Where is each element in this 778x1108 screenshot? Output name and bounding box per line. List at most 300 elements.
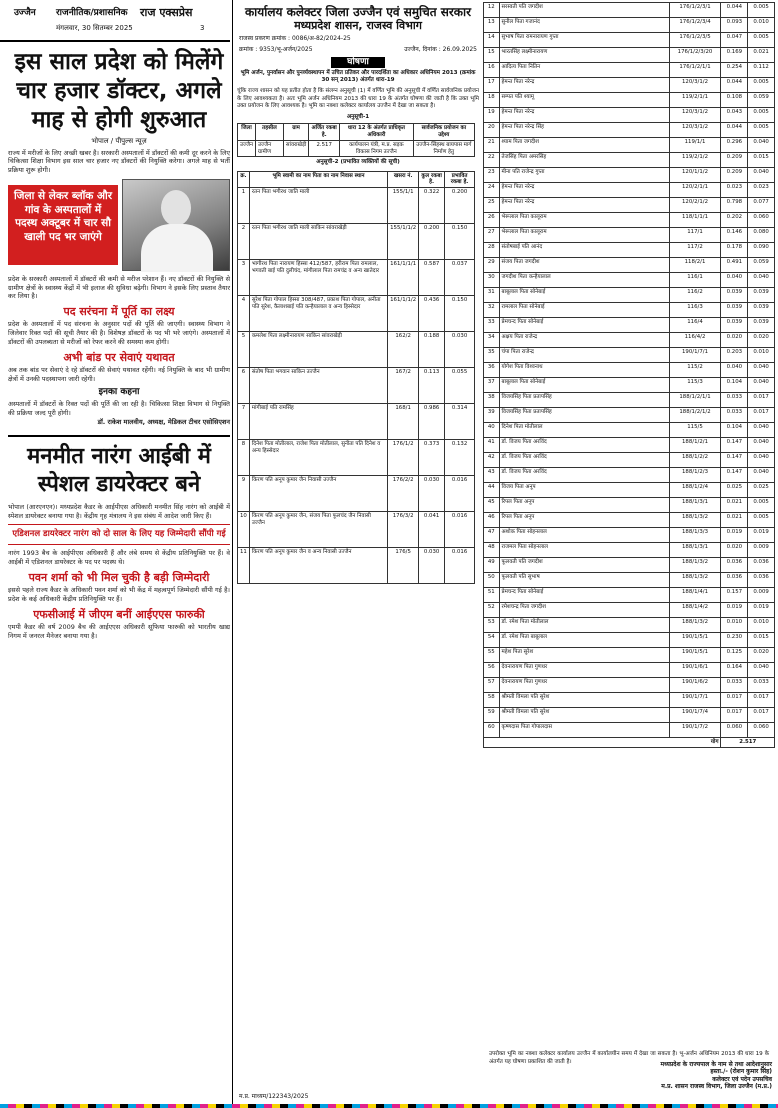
schedule-2-cell-4: 0.005 <box>748 123 775 138</box>
schedule-2-cell-3: 0.030 <box>419 476 445 512</box>
schedule-2-cell-4: 0.150 <box>445 224 475 260</box>
schedule-2-cell-0: 4 <box>238 296 250 332</box>
schedule-2-cell-3: 0.033 <box>721 393 748 408</box>
schedule-2-cell-0: 17 <box>484 78 500 93</box>
schedule-2-cell-2: 188/1/4/2 <box>669 603 721 618</box>
schedule-2-cell-0: 40 <box>484 423 500 438</box>
schedule-2-cell-2: 117/2 <box>669 243 721 258</box>
schedule-2-cell-1: विजयसिंह पिता प्रतापसिंह <box>499 408 669 423</box>
schedule-2-cell-4: 0.314 <box>445 404 475 440</box>
schedule-2-cell-1: सुभाष पिता रामनारायण गुप्ता <box>499 33 669 48</box>
doctor-photo <box>122 179 230 271</box>
schedule-2-cell-4: 0.021 <box>748 48 775 63</box>
schedule-2-cell-1: चंपा पिता राजेन्द्र <box>499 348 669 363</box>
schedule-2-cell-1: दिनेश पिता मोतीलाल, राजेश पिता मोतीलाल, सुनीता पति दिनेश व अन्य हिस्सेदार <box>249 440 387 476</box>
schedule-2-cell-1: हेमन्त पिता नरेन्द्र <box>499 198 669 213</box>
notice-subtitle: मध्यप्रदेश शासन, राजस्व विभाग <box>294 19 422 33</box>
schedule-2-cell-1: हेमन्त पिता नरेन्द्र <box>499 108 669 123</box>
schedule-2-cell-0: 49 <box>484 558 500 573</box>
schedule-2-cell-1: मीना पति राजेन्द्र गुप्ता <box>499 168 669 183</box>
schedule-2-cell-3: 0.033 <box>721 408 748 423</box>
schedule-2-cell-1: श्याम पिता जगदीश <box>499 138 669 153</box>
table-row <box>484 78 775 93</box>
schedule-2-cell-0: 60 <box>484 723 500 738</box>
schedule-2-cell-2: 116/4/2 <box>669 333 721 348</box>
table-row <box>484 333 775 348</box>
schedule-2-cell-3: 0.164 <box>721 663 748 678</box>
schedule-2-cell-3: 0.039 <box>721 318 748 333</box>
schedule-2-cell-3: 0.178 <box>721 243 748 258</box>
schedule-2-cell-2: 188/1/2/4 <box>669 483 721 498</box>
schedule-2-cell-1: डॉ. विजय पिता अरविंद <box>499 468 669 483</box>
schedule-2-cell-4: 0.036 <box>748 558 775 573</box>
schedule-2-cell-3: 0.587 <box>419 260 445 296</box>
schedule-2-cell-3: 0.017 <box>721 693 748 708</box>
notice-ghoshna: घोषणा <box>331 57 385 68</box>
schedule-2-cell-4: 0.040 <box>748 138 775 153</box>
lead-small-heading: इनका कहना <box>98 387 140 398</box>
lead-byline: भोपाल / पीपुल्स न्यूज़ <box>91 137 147 146</box>
lead-redbox: जिला से लेकर ब्लॉक और गांव के अस्पतालों में पदस्थ अक्टूबर में चार सौ खाली पद भर जाएंगे <box>8 185 118 265</box>
schedule-2-cell-0: 33 <box>484 318 500 333</box>
masthead-city: उज्जैन <box>14 8 36 18</box>
schedule-2-cell-4: 0.017 <box>748 408 775 423</box>
schedule-2-cell-3: 0.023 <box>721 183 748 198</box>
schedule-1-cell-5: उज्जैन-सिंहस्थ बायपास मार्ग निर्माण हेतु <box>413 140 474 157</box>
schedule-2-cell-3: 0.040 <box>721 273 748 288</box>
schedule-2-cell-4: 0.017 <box>748 393 775 408</box>
schedule-2-cell-0: 54 <box>484 633 500 648</box>
table-row <box>484 228 775 243</box>
total-value: 2.517 <box>721 738 775 748</box>
schedule-2-cell-3: 0.025 <box>721 483 748 498</box>
schedule-2-cell-2: 120/3/1/2 <box>669 78 721 93</box>
schedule-2-cell-3: 0.169 <box>721 48 748 63</box>
schedule-2-cell-0: 28 <box>484 243 500 258</box>
schedule-2-cell-4: 0.150 <box>445 296 475 332</box>
schedule-2-cell-2: 115/5 <box>669 423 721 438</box>
schedule-2-cell-0: 6 <box>238 368 250 404</box>
lead-subhead-1: पद सरंचना में पूर्ति का लक्ष्य <box>63 305 175 319</box>
schedule-2-cell-0: 44 <box>484 483 500 498</box>
notice-signature: मध्यप्रदेश के राज्यपाल के नाम से तथा आदेशानुसार हस्ता./- (रोशन कुमार सिंह) कलेक्टर एवं पदेन उपसचिव म.प्र. शासन राजस्व विभाग, जिला उज्जैन (म.प्र.) <box>660 1061 772 1090</box>
schedule-2-cell-0: 31 <box>484 288 500 303</box>
schedule-2-cell-4: 0.016 <box>445 512 475 548</box>
schedule-2-cell-0: 46 <box>484 513 500 528</box>
table-row <box>484 633 775 648</box>
schedule-2-cell-3: 0.044 <box>721 3 748 18</box>
schedule-2-cell-4: 0.016 <box>445 548 475 584</box>
schedule-2-cell-4: 0.055 <box>445 368 475 404</box>
schedule-2-cell-4: 0.040 <box>748 363 775 378</box>
schedule-2-cell-0: 50 <box>484 573 500 588</box>
schedule-2-cell-3: 0.044 <box>721 123 748 138</box>
schedule-2-cell-3: 0.296 <box>721 138 748 153</box>
table-row <box>484 183 775 198</box>
schedule-2-header-4: प्रभावित रकबा हे. <box>445 171 475 188</box>
color-registration-bar <box>0 1104 778 1108</box>
second-headline: मनमीत नारंग आईबी में स्पेशल डायरेक्टर बने <box>8 435 230 499</box>
schedule-2-cell-2: 120/1/1/2 <box>669 168 721 183</box>
schedule-2-cell-3: 0.147 <box>721 468 748 483</box>
schedule-2-cell-2: 155/1/1/2 <box>388 224 419 260</box>
schedule-2-cell-0: 48 <box>484 543 500 558</box>
masthead-page: 3 <box>200 24 205 32</box>
schedule-2-cell-1: राजमल पिता सोहनलाल <box>499 543 669 558</box>
table-row <box>484 678 775 693</box>
schedule-2-cell-0: 14 <box>484 33 500 48</box>
schedule-2-cell-4: 0.005 <box>748 108 775 123</box>
schedule-2-cell-1: भारतसिंह लक्ष्मीनारायण <box>499 48 669 63</box>
schedule-2-cell-2: 176/5 <box>388 548 419 584</box>
schedule-2-cell-2: 176/1/2/3/20 <box>669 48 721 63</box>
table-row <box>484 603 775 618</box>
table-row <box>484 18 775 33</box>
schedule-2-cell-2: 188/1/3/2 <box>669 618 721 633</box>
schedule-2-cell-2: 190/1/5/1 <box>669 633 721 648</box>
schedule-2-cell-4: 0.016 <box>445 476 475 512</box>
schedule-1-header-0: जिला <box>238 124 256 141</box>
schedule-2-cell-3: 0.010 <box>721 618 748 633</box>
table-row <box>484 198 775 213</box>
schedule-2-cell-3: 0.986 <box>419 404 445 440</box>
schedule-2-cell-4: 0.010 <box>748 348 775 363</box>
schedule-1-table <box>237 123 475 157</box>
table-row <box>484 33 775 48</box>
schedule-2-cell-4: 0.037 <box>445 260 475 296</box>
land-notice <box>232 0 778 1108</box>
table-row <box>484 378 775 393</box>
schedule-2-cell-3: 0.021 <box>721 513 748 528</box>
schedule-2-cell-0: 23 <box>484 168 500 183</box>
schedule-2-cell-2: 190/1/7/4 <box>669 708 721 723</box>
schedule-2-cell-2: 118/2/1 <box>669 258 721 273</box>
schedule-2-cell-3: 0.436 <box>419 296 445 332</box>
schedule-2-cell-3: 0.019 <box>721 528 748 543</box>
schedule-2-title: अनुसूची-2 (प्रभावित व्यक्तियों की सूची) <box>316 159 400 166</box>
schedule-2-cell-1: अशोक पिता सोहनलाल <box>499 528 669 543</box>
schedule-2-cell-1: फूलवती पति जगदीश <box>499 558 669 573</box>
schedule-2-cell-2: 176/1/2/3/1 <box>669 3 721 18</box>
schedule-2-cell-3: 0.254 <box>721 63 748 78</box>
table-row <box>484 258 775 273</box>
table-row <box>484 423 775 438</box>
total-label: योग <box>484 738 721 748</box>
second-para-3: इससे पहले राज्य कैडर के अधिकारी पवन शर्मा को भी केंद्र में महत्वपूर्ण जिम्मेदारी सौंपी गई है। प्रदेश के कई अधिकारी केंद्रीय प्रतिनियुक्ति पर हैं। <box>8 586 230 603</box>
schedule-2-cell-3: 0.036 <box>721 558 748 573</box>
second-subhead: पवन शर्मा को भी मिल चुकी है बड़ी जिम्मेदारी <box>28 570 210 584</box>
schedule-2-cell-1: किरण पति अनूप कुमार जैन निवासी उज्जैन <box>249 476 387 512</box>
schedule-2-cell-3: 0.491 <box>721 258 748 273</box>
schedule-2-cell-2: 188/1/3/2 <box>669 558 721 573</box>
schedule-2-cell-1: हेमन्त पिता नरेन्द्र सिंह <box>499 123 669 138</box>
schedule-2-cell-0: 35 <box>484 348 500 363</box>
schedule-2-cell-0: 20 <box>484 123 500 138</box>
table-row <box>484 663 775 678</box>
schedule-2-cell-2: 176/2/2 <box>388 476 419 512</box>
schedule-2-cell-3: 0.104 <box>721 423 748 438</box>
schedule-2-cell-0: 5 <box>238 332 250 368</box>
schedule-2-cell-1: रमेशचन्द्र पिता जगदीश <box>499 603 669 618</box>
schedule-2-cell-0: 26 <box>484 213 500 228</box>
schedule-2-cell-3: 0.202 <box>721 213 748 228</box>
schedule-2-cell-0: 16 <box>484 63 500 78</box>
schedule-2-cell-1: कृष्णदास पिता गोपालदास <box>499 723 669 738</box>
schedule-2-cell-4: 0.040 <box>748 423 775 438</box>
schedule-2-cell-3: 0.373 <box>419 440 445 476</box>
schedule-2-cell-1: प्रेमचन्द पिता सोनेबाई <box>499 318 669 333</box>
lead-photo-row <box>8 179 230 271</box>
schedule-2-cell-4: 0.023 <box>748 183 775 198</box>
schedule-2-cell-3: 0.113 <box>419 368 445 404</box>
schedule-2-cell-4: 0.005 <box>748 498 775 513</box>
schedule-2-cell-0: 13 <box>484 18 500 33</box>
schedule-2-cell-4: 0.025 <box>748 483 775 498</box>
schedule-2-cell-2: 176/1/2/3/4 <box>669 18 721 33</box>
schedule-2-cell-1: बाबूलाल पिता सोनेबाई <box>499 288 669 303</box>
schedule-2-cell-4: 0.132 <box>445 440 475 476</box>
schedule-2-cell-0: 30 <box>484 273 500 288</box>
table-row <box>238 404 475 440</box>
schedule-2-cell-0: 24 <box>484 183 500 198</box>
notice-date: उज्जैन, दिनांक : 26.09.2025 <box>404 45 477 53</box>
table-row <box>238 332 475 368</box>
schedule-2-cell-1: भेरूलाल पिता कालूराम <box>499 213 669 228</box>
schedule-2-cell-4: 0.020 <box>748 333 775 348</box>
schedule-2-cell-3: 0.093 <box>721 18 748 33</box>
schedule-2-cell-3: 0.230 <box>721 633 748 648</box>
schedule-2-cell-0: 27 <box>484 228 500 243</box>
table-row <box>484 408 775 423</box>
schedule-2-cell-0: 36 <box>484 363 500 378</box>
schedule-1-header-3: अर्जित रकबा हे. <box>309 124 340 141</box>
table-row <box>484 468 775 483</box>
table-row <box>484 288 775 303</box>
schedule-2-cell-2: 115/2 <box>669 363 721 378</box>
schedule-2-cell-0: 55 <box>484 648 500 663</box>
schedule-2-cell-1: किरण पति अनूप कुमार जैन, संजय पिता फूलचंद जैन निवासी उज्जैन <box>249 512 387 548</box>
table-row <box>484 588 775 603</box>
schedule-2-cell-3: 0.200 <box>419 224 445 260</box>
schedule-2-cell-1: संतोष पिता भगवान साकिन उज्जैन <box>249 368 387 404</box>
table-row <box>484 618 775 633</box>
table-row <box>238 512 475 548</box>
schedule-2-cell-2: 120/3/1/2 <box>669 123 721 138</box>
schedule-2-cell-2: 188/1/2/1/1 <box>669 393 721 408</box>
schedule-2-cell-4: 0.033 <box>748 678 775 693</box>
schedule-1-cell-2: सांवराखेड़ी <box>283 140 308 157</box>
schedule-2-cell-1: डॉ. रमेश पिता मोतीलाल <box>499 618 669 633</box>
schedule-2-cell-0: 10 <box>238 512 250 548</box>
schedule-2-cell-0: 8 <box>238 440 250 476</box>
table-row <box>484 213 775 228</box>
schedule-2-header-2: खसरा नं. <box>388 171 419 188</box>
table-row <box>484 393 775 408</box>
lead-subhead-2: अभी बांड पर सेवाएं यथावत <box>63 350 175 364</box>
schedule-2-cell-3: 0.209 <box>721 168 748 183</box>
schedule-2-cell-4: 0.040 <box>748 663 775 678</box>
schedule-1-header-1: तहसील <box>256 124 284 141</box>
schedule-2-cell-4: 0.200 <box>445 188 475 224</box>
table-row <box>484 273 775 288</box>
lead-para-2: प्रदेश के सरकारी अस्पतालों में डॉक्टरों की कमी से मरीज परेशान हैं। नए डॉक्टरों की नियुक्ति से ग्रामीण क्षेत्रों के स्वास्थ्य केंद्रों में भी इलाज की सुविधा बढ़ेगी। विभाग ने इसके लिए प्रस्ताव तैयार कर लिया है। <box>8 274 230 301</box>
schedule-2-cell-2: 190/1/6/1 <box>669 663 721 678</box>
schedule-2-cell-2: 190/1/7/1 <box>669 348 721 363</box>
schedule-2-cell-2: 190/1/7/1 <box>669 693 721 708</box>
schedule-2-cell-2: 116/4 <box>669 318 721 333</box>
schedule-2-cell-0: 58 <box>484 693 500 708</box>
schedule-2-cell-2: 176/3/2 <box>388 512 419 548</box>
masthead-category: राजनीतिक/प्रशासनिक <box>56 8 128 18</box>
second-quote: एडिशनल डायरेक्टर नारंग को दो साल के लिए यह जिम्मेदारी सौंपी गई <box>12 529 226 540</box>
schedule-2-cell-1: डॉ. विजय पिता अरविंद <box>499 438 669 453</box>
schedule-2-cell-3: 0.147 <box>721 453 748 468</box>
notice-footer: उपरोक्त भूमि का नक्शा कलेक्टर कार्यालय उज्जैन में कार्यालयीन समय में देखा जा सकता है। भू-अर्जन अधिनियम 2013 की धारा 19 के अंतर्गत यह घोषणा प्रकाशित की जाती है। <box>489 1051 769 1065</box>
schedule-2-cell-0: 3 <box>238 260 250 296</box>
schedule-2-cell-1: दिनेश पिता मोतीलाल <box>499 423 669 438</box>
schedule-2-cell-0: 39 <box>484 408 500 423</box>
schedule-2-cell-2: 190/1/6/2 <box>669 678 721 693</box>
left-column <box>8 44 230 640</box>
schedule-2-cell-4: 0.010 <box>748 18 775 33</box>
schedule-2-cell-0: 53 <box>484 618 500 633</box>
schedule-2-cell-3: 0.041 <box>419 512 445 548</box>
table-row <box>484 363 775 378</box>
schedule-2-cell-2: 120/2/1/1 <box>669 183 721 198</box>
schedule-2-cell-1: जगदीश पिता कन्हैयालाल <box>499 273 669 288</box>
schedule-2-cell-0: 41 <box>484 438 500 453</box>
schedule-2-cell-0: 57 <box>484 678 500 693</box>
schedule-2-cell-2: 119/2/1/2 <box>669 153 721 168</box>
schedule-2-cell-1: श्रीमती विमला पति सुरेश <box>499 708 669 723</box>
schedule-2-cell-3: 0.019 <box>721 603 748 618</box>
schedule-2-cell-4: 0.017 <box>748 693 775 708</box>
schedule-2-cell-2: 161/1/1/2 <box>388 296 419 332</box>
schedule-2-cell-2: 188/1/4/1 <box>669 588 721 603</box>
schedule-2-cell-2: 190/1/5/1 <box>669 648 721 663</box>
schedule-2-cell-2: 118/1/1/1 <box>669 213 721 228</box>
schedule-2-cell-2: 120/2/1/2 <box>669 198 721 213</box>
table-row <box>484 498 775 513</box>
schedule-2-cell-0: 52 <box>484 603 500 618</box>
schedule-2-cell-3: 0.020 <box>721 333 748 348</box>
schedule-2-cell-3: 0.021 <box>721 498 748 513</box>
schedule-2-cell-0: 15 <box>484 48 500 63</box>
schedule-2-cell-0: 7 <box>238 404 250 440</box>
schedule-2-cell-2: 167/2 <box>388 368 419 404</box>
schedule-2-cell-3: 0.033 <box>721 678 748 693</box>
schedule-2-cell-0: 32 <box>484 303 500 318</box>
table-row <box>484 63 775 78</box>
schedule-2-cell-1: डॉ. रमेश पिता बाबूलाल <box>499 633 669 648</box>
schedule-2-cell-0: 37 <box>484 378 500 393</box>
schedule-2-cell-4: 0.005 <box>748 33 775 48</box>
schedule-2-cell-4: 0.005 <box>748 78 775 93</box>
schedule-2-cell-4: 0.017 <box>748 708 775 723</box>
schedule-2-cell-4: 0.059 <box>748 258 775 273</box>
schedule-2-cell-3: 0.188 <box>419 332 445 368</box>
schedule-1-cell-1: उज्जैन ग्रामीण <box>256 140 284 157</box>
schedule-2-cell-1: रतन पिता भगीरथ जाति माली <box>249 188 387 224</box>
schedule-2-cell-1: विजयसिंह पिता प्रतापसिंह <box>499 393 669 408</box>
schedule-2-cell-2: 162/2 <box>388 332 419 368</box>
schedule-2-cell-1: संजय पिता जगदीश <box>499 258 669 273</box>
schedule-2-cell-0: 38 <box>484 393 500 408</box>
table-row <box>484 108 775 123</box>
schedule-2-cell-4: 0.090 <box>748 243 775 258</box>
schedule-2-cell-4: 0.009 <box>748 588 775 603</box>
schedule-2-cell-4: 0.077 <box>748 198 775 213</box>
second-para-1: भोपाल (आरएनएन)। मध्यप्रदेश कैडर के आईपीएस अधिकारी मनमीत सिंह नारंग को आईबी में स्पेशल डायरेक्टर बनाया गया है। केंद्रीय गृह मंत्रालय ने इस संबंध में आदेश जारी किए हैं। <box>8 502 230 520</box>
schedule-2-cell-1: भागीरथ पिता नारायण हिस्सा 412/587, हरीराम पिता रामलाल, भगवती बाई पति दुलीचंद, मांगीलाल पिता रामचंद्र व अन्य खातेदार <box>249 260 387 296</box>
schedule-2-cell-4: 0.112 <box>748 63 775 78</box>
schedule-2-cell-3: 0.104 <box>721 378 748 393</box>
table-row <box>484 453 775 468</box>
schedule-2-cell-1: संतोषबाई पति आनंद <box>499 243 669 258</box>
schedule-2-cell-1: किरण पति अनूप कुमार जैन व अन्य निवासी उज्जैन <box>249 548 387 584</box>
table-row <box>484 708 775 723</box>
schedule-2-cell-1: हेमन्त पिता नरेन्द्र <box>499 78 669 93</box>
schedule-2-cell-4: 0.040 <box>748 453 775 468</box>
schedule-2-cell-2: 116/1 <box>669 273 721 288</box>
schedule-2-cell-2: 188/1/2/1 <box>669 438 721 453</box>
schedule-2-cell-2: 117/1 <box>669 228 721 243</box>
table-row <box>484 483 775 498</box>
schedule-2-cell-1: बाबूलाल पिता सोनेबाई <box>499 378 669 393</box>
schedule-2-cell-1: तेजसिंह पिता अमरसिंह <box>499 153 669 168</box>
table-row <box>484 318 775 333</box>
schedule-2-cell-0: 19 <box>484 108 500 123</box>
schedule-2-cell-1: मांगीबाई पति रामसिंह <box>249 404 387 440</box>
schedule-2-cell-4: 0.039 <box>748 318 775 333</box>
schedule-2-cell-0: 18 <box>484 93 500 108</box>
schedule-2-cell-4: 0.059 <box>748 93 775 108</box>
schedule-2-cell-0: 51 <box>484 588 500 603</box>
table-row <box>238 296 475 332</box>
schedule-2-cell-3: 0.030 <box>419 548 445 584</box>
notice-meta <box>233 44 483 55</box>
schedule-2-cell-4: 0.040 <box>748 468 775 483</box>
schedule-2-cell-3: 0.020 <box>721 543 748 558</box>
schedule-2-cell-2: 190/1/7/2 <box>669 723 721 738</box>
schedule-2-cell-2: 176/1/2/3/5 <box>669 33 721 48</box>
schedule-2-cell-2: 188/1/2/2 <box>669 453 721 468</box>
table-row <box>484 153 775 168</box>
second-para-2: नारंग 1993 बैच के आईपीएस अधिकारी हैं और लंबे समय से केंद्रीय प्रतिनियुक्ति पर हैं। वे आईबी में एडिशनल डायरेक्टर के पद पर पदस्थ थे। <box>8 549 230 567</box>
schedule-2-cell-2: 176/1/2/1/1 <box>669 63 721 78</box>
schedule-2-cell-1: आदित्य पिता नितिन <box>499 63 669 78</box>
lead-para-1: राज्य में मरीजों के लिए अच्छी खबर है। सरकारी अस्पतालों में डॉक्टरों की कमी दूर करने के लिए चिकित्सा शिक्षा विभाग इस साल चार हजार नए डॉक्टरों की नियुक्ति करेगा। अगले माह से भर्ती प्रक्रिया शुरू होगी। <box>8 148 230 175</box>
schedule-2-cell-3: 0.108 <box>721 93 748 108</box>
schedule-2-cell-4: 0.005 <box>748 513 775 528</box>
schedule-2-header-1: भूमि स्वामी का नाम पिता का नाम निवास स्थान <box>249 171 387 188</box>
schedule-2-cell-1: रतन पिता भगीरथ जाति माली साकिन सांवराखेड़ी <box>249 224 387 260</box>
schedule-2-cell-4: 0.015 <box>748 633 775 648</box>
table-row <box>484 3 775 18</box>
schedule-2-cell-1: सुरेश पिता गोपाल हिस्सा 308/487, प्रकाश पिता गोपाल, अनीता पति सुरेश, कैलाशबाई पति कन्हैयालाल व अन्य हिस्सेदार <box>249 296 387 332</box>
table-row <box>484 528 775 543</box>
schedule-2-table-left <box>237 171 475 585</box>
schedule-2-cell-4: 0.080 <box>748 228 775 243</box>
schedule-2-cell-1: कमलेश पिता लक्ष्मीनारायण साकिन सांवराखेड़ी <box>249 332 387 368</box>
schedule-2-cell-3: 0.798 <box>721 198 748 213</box>
table-row <box>238 476 475 512</box>
table-row <box>238 368 475 404</box>
schedule-2-cell-2: 119/1/1 <box>669 138 721 153</box>
schedule-2-cell-2: 116/3 <box>669 303 721 318</box>
table-row <box>238 260 475 296</box>
notice-intro: भूमि अर्जन, पुनर्वासन और पुनर्व्यवस्थापन में उचित प्रतिकर और पारदर्शिता का अधिकार अधिनियम 2013 (क्रमांक 30 सन् 2013) अंतर्गत धारा-19 <box>240 69 476 84</box>
